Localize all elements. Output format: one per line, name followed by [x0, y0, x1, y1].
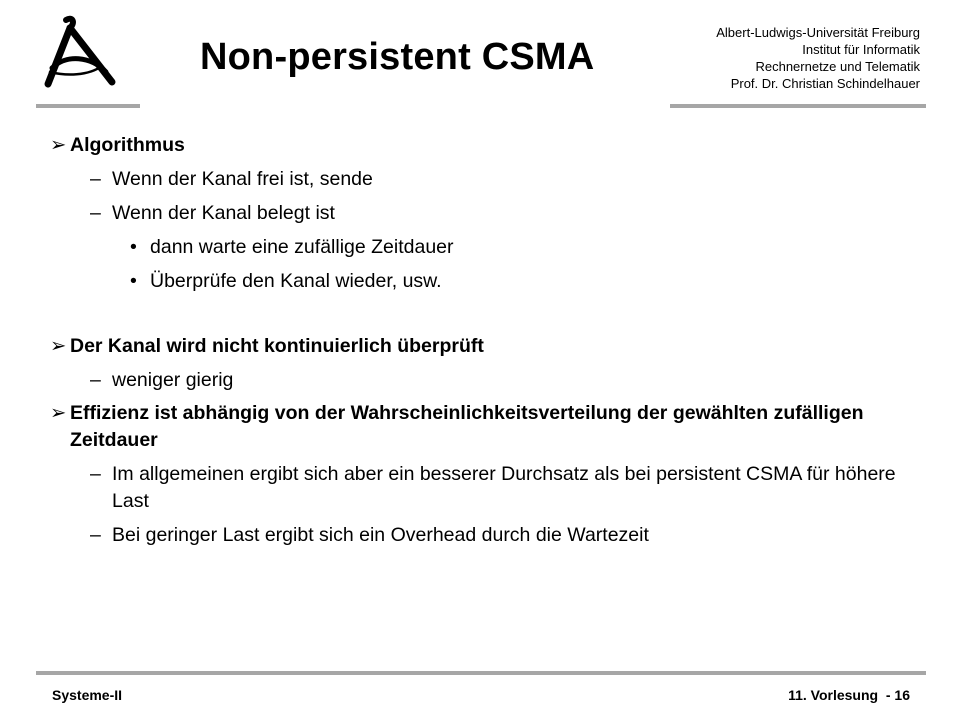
dot-bullet-icon: •: [130, 236, 137, 258]
bullet-text: Algorithmus: [70, 134, 185, 156]
dash-bullet-icon: –: [90, 463, 101, 485]
institute-line: Prof. Dr. Christian Schindelhauer: [730, 76, 920, 91]
sub-sub-bullet-text: Überprüfe den Kanal wieder, usw.: [150, 270, 442, 292]
footer-divider: [36, 671, 926, 675]
bullet-text: Der Kanal wird nicht kontinuierlich überprüft: [70, 335, 484, 357]
sub-bullet-text: Wenn der Kanal frei ist, sende: [112, 168, 373, 190]
slide-content: [50, 126, 910, 549]
sub-bullet-item: [50, 200, 910, 227]
bullet-item: [50, 400, 910, 454]
sub-sub-bullet-item: [50, 268, 910, 295]
bullet-item: [50, 132, 910, 159]
institute-line: Institut für Informatik: [802, 42, 920, 57]
sub-bullet-item: [50, 461, 910, 515]
dash-bullet-icon: –: [90, 369, 101, 391]
sub-bullet-item: [50, 522, 910, 549]
arrow-bullet-icon: ➢: [50, 402, 67, 424]
dash-bullet-icon: –: [90, 524, 101, 546]
sub-bullet-text: weniger gierig: [112, 369, 234, 391]
university-logo-icon: [36, 14, 126, 94]
institute-line: Albert-Ludwigs-Universität Freiburg: [716, 25, 920, 40]
sub-bullet-item: [50, 166, 910, 193]
arrow-bullet-icon: ➢: [50, 134, 67, 156]
arrow-bullet-icon: ➢: [50, 335, 67, 357]
sub-sub-bullet-item: [50, 234, 910, 261]
header-divider-right: [670, 104, 926, 108]
sub-bullet-text: Im allgemeinen ergibt sich aber ein besserer Durchsatz als bei persistent CSMA für höhere Last: [112, 463, 896, 512]
dot-bullet-icon: •: [130, 270, 137, 292]
sub-bullet-text: Wenn der Kanal belegt ist: [112, 202, 335, 224]
bullet-item: [50, 333, 910, 360]
sub-bullet-item: [50, 367, 910, 394]
footer-course: Systeme-II: [52, 687, 123, 703]
bullet-text: Effizienz ist abhängig von der Wahrscheinlichkeitsverteilung der gewählten zufälligen Zeitdauer: [70, 402, 864, 451]
dash-bullet-icon: –: [90, 168, 101, 190]
dash-bullet-icon: –: [90, 202, 101, 224]
slide-title: Non-persistent CSMA: [200, 36, 595, 78]
institute-line: Rechnernetze und Telematik: [755, 59, 920, 74]
footer-lecture-page: 11. Vorlesung - 16: [788, 687, 910, 703]
institute-block: [716, 24, 920, 92]
sub-sub-bullet-text: dann warte eine zufällige Zeitdauer: [150, 236, 454, 258]
sub-bullet-text: Bei geringer Last ergibt sich ein Overhead durch die Wartezeit: [112, 524, 649, 546]
header-divider-left: [36, 104, 140, 108]
